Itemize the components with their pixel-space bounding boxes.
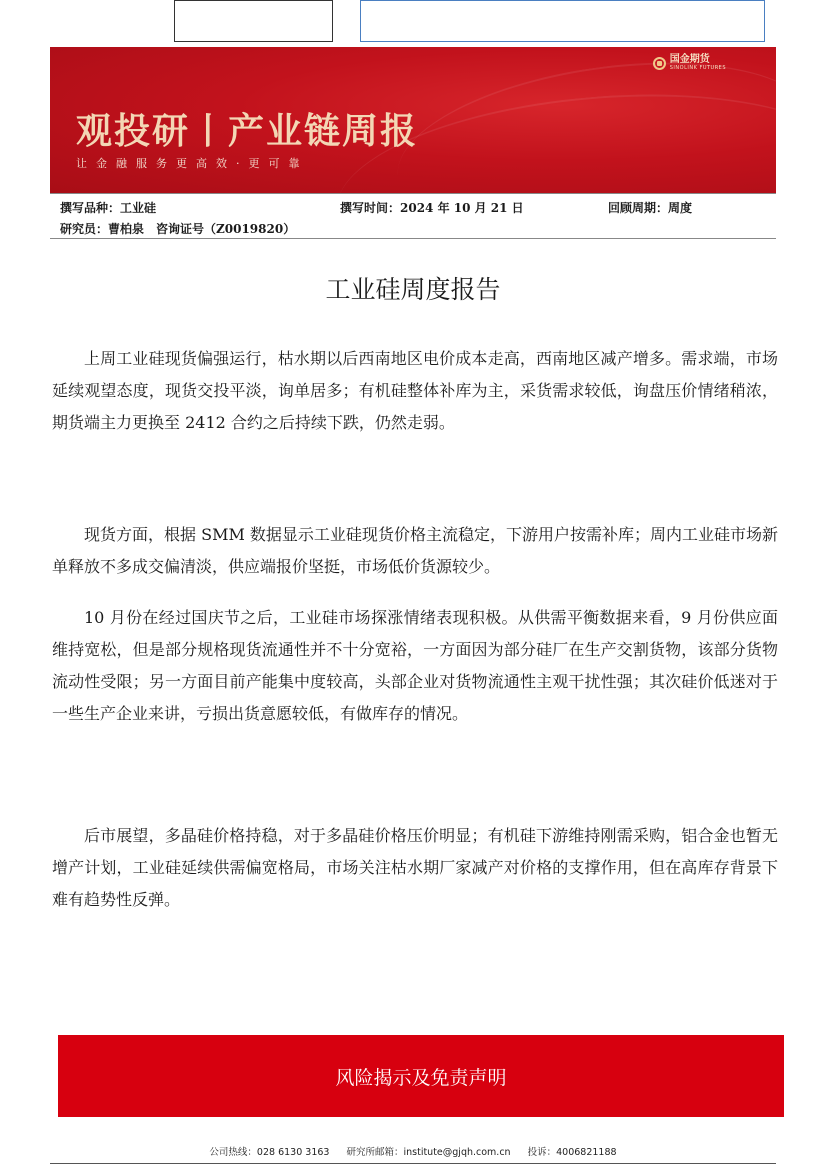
header-box-right xyxy=(360,0,765,42)
paragraph: 上周工业硅现货偏强运行，枯水期以后西南地区电价成本走高，西南地区减产增多。需求端，市场延续观望态度，现货交投平淡，询单居多；有机硅整体补库为主，采货需求较低，询盘压价情绪稍浓，期货端主力更换至 2412 合约之后持续下跌，仍然走弱。 xyxy=(52,349,778,432)
footer-email[interactable]: 研究所邮箱：institute@gjqh.com.cn xyxy=(346,1147,511,1158)
footer xyxy=(0,1144,826,1158)
company-logo xyxy=(653,55,726,71)
paragraph: 后市展望，多晶硅价格持稳，对于多晶硅价格压价明显；有机硅下游维持刚需采购，铝合金也暂无增产计划，工业硅延续供需偏宽格局，市场关注枯水期厂家减产对价格的支撑作用，但在高库存背景下难有趋势性反弹。 xyxy=(52,826,778,909)
paragraph: 现货方面，根据 SMM 数据显示工业硅现货价格主流稳定，下游用户按需补库；周内工业硅市场新单释放不多成交偏清淡，供应端报价坚挺，市场低价货源较少。 xyxy=(52,525,778,576)
report-banner xyxy=(50,47,776,193)
logo-name-cn: 国金期货 xyxy=(669,54,710,65)
banner-slogan: 让金融服务更高效·更可靠 xyxy=(76,157,309,170)
report-title: 工业硅周度报告 xyxy=(325,275,501,304)
meta-date: 撰写时间：2024 年 10 月 21 日 xyxy=(340,201,524,215)
meta-researcher: 研究员：曹柏泉 咨询证号（Z0019820） xyxy=(60,222,296,236)
header-box-left xyxy=(174,0,333,42)
footer-hotline: 公司热线：028 6130 3163 xyxy=(209,1147,330,1158)
risk-disclaimer-label: 风险揭示及免责声明 xyxy=(335,1066,507,1089)
meta-period: 回顾周期：周度 xyxy=(608,201,693,215)
meta-variety: 撰写品种：工业硅 xyxy=(60,201,157,215)
risk-disclaimer-button[interactable] xyxy=(58,1035,784,1117)
paragraph: 10 月份在经过国庆节之后，工业硅市场探涨情绪表现积极。从供需平衡数据来看，9 月份供应面维持宽松，但是部分规格现货流通性并不十分宽裕，一方面因为部分硅厂在生产交割货物，该部分货物流动性受限；另一方面目前产能集中度较高，头部企业对货物流通性主观干扰性强；其次硅价低迷对于一些生产企业来讲，亏损出货意愿较低，有做库存的情况。 xyxy=(52,608,778,723)
logo-name-en: SINOLINK FUTURES xyxy=(669,65,726,71)
logo-icon xyxy=(653,57,666,70)
banner-title: 观投研丨产业链周报 xyxy=(76,111,419,152)
footer-divider xyxy=(50,1163,776,1164)
report-meta xyxy=(50,193,776,239)
footer-complaint: 投诉：4006821188 xyxy=(527,1147,617,1158)
